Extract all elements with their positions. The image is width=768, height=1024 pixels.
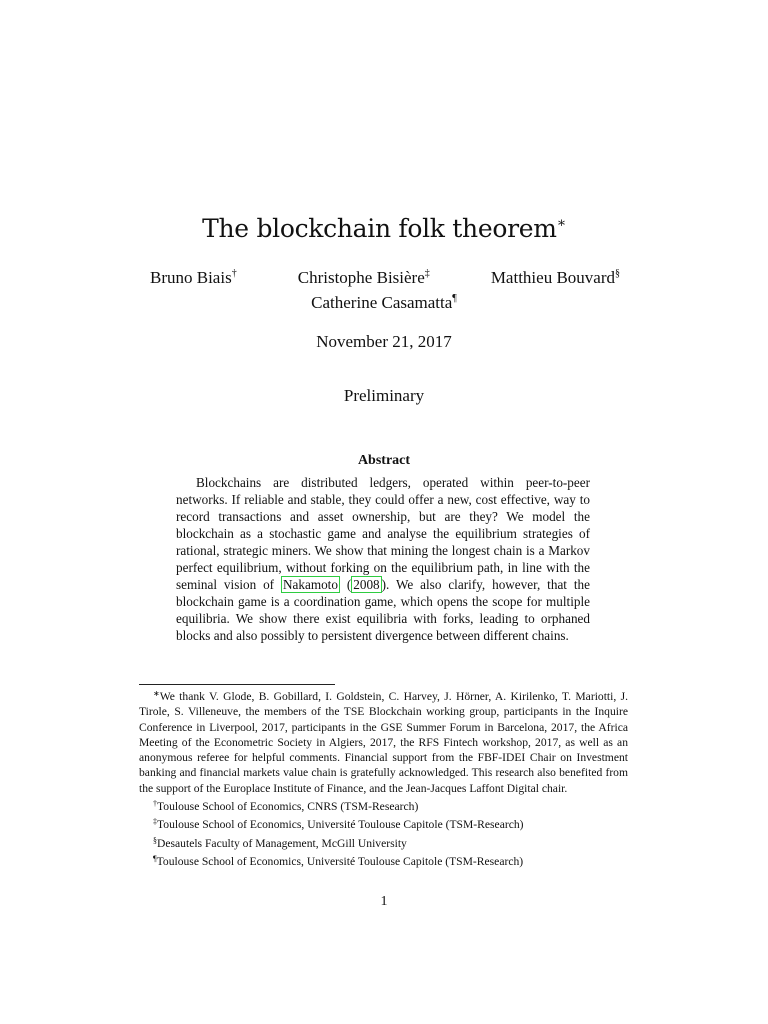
paper-status: Preliminary — [343, 386, 425, 405]
author — [491, 268, 620, 288]
author — [298, 268, 430, 288]
author-mark: § — [614, 268, 620, 279]
footnote-text: Toulouse School of Economics, Université Toulouse Capitole (TSM-Research) — [156, 854, 524, 868]
paper-date: November 21, 2017 — [316, 332, 452, 351]
footnote-mark: ‡ — [153, 817, 157, 827]
author-list — [150, 268, 620, 288]
footnote-mark: § — [153, 835, 157, 845]
abstract-body — [176, 474, 590, 644]
author-mark: † — [231, 268, 237, 279]
footnote — [139, 796, 628, 814]
author-mark: ‡ — [424, 268, 430, 279]
footnote-text: Desautels Faculty of Management, McGill University — [157, 836, 407, 850]
abstract-heading: Abstract — [357, 453, 411, 468]
paper-title-text: The blockchain folk theorem — [202, 214, 557, 243]
footnote-rule — [139, 684, 335, 685]
author-mark: ¶ — [452, 293, 457, 304]
abstract-text: Blockchains are distributed ledgers, operated within peer-to-peer networks. If reliable and stable, they could offer a new, cost effective, way to record transactions and asset ownership, but are they? We model the blockchain as a stochastic game and analyse the equilibrium strategies of rational, strategic miners. We show that mining the longest chain is a Markov perfect equilibrium, without forking on the equilibrium path, in line with the seminal vision of — [176, 475, 590, 592]
footnote-mark: ¶ — [153, 853, 157, 863]
page-number: 1 — [380, 894, 388, 909]
footnote — [139, 851, 628, 869]
author — [150, 268, 237, 288]
footnote — [139, 833, 628, 851]
author-name: Bruno Biais — [150, 268, 232, 287]
citation-paren-open: ( — [339, 577, 352, 592]
footnote-mark: ∗ — [153, 689, 160, 698]
abstract-text-continued: . We also clarify, however, that the blockchain game is a coordination game, which opens the scope for multiple equilibria. We show there exist equilibria with forks, leading to orphaned blocks and also possibly to persistent divergence between different chains. — [176, 577, 590, 643]
footnote — [139, 686, 628, 796]
author-name: Christophe Bisière — [297, 268, 425, 287]
footnote — [139, 814, 628, 832]
title-footnote-mark: ∗ — [556, 215, 566, 231]
paper-title — [0, 214, 768, 243]
author — [311, 293, 457, 312]
footnotes — [139, 686, 628, 869]
footnote-text: Toulouse School of Economics, Université Toulouse Capitole (TSM-Research) — [157, 818, 524, 832]
author-name: Matthieu Bouvard — [490, 268, 615, 287]
citation-link-year[interactable]: 2008 — [353, 577, 380, 592]
footnote-mark: † — [153, 799, 157, 809]
citation-link-author[interactable]: Nakamoto — [283, 577, 338, 592]
author-name: Catherine Casamatta — [311, 293, 453, 312]
footnote-text: We thank V. Glode, B. Gobillard, I. Goldstein, C. Harvey, J. Hörner, A. Kirilenko, T. Mariotti, J. Tirole, S. Villeneuve, the members of the TSE Blockchain working group, participants in the Inquire Conference in Liverpool, 2017, participants in the GSE Summer Forum in Barcelona, 2017, the Africa Meeting of the Econometric Society in Algiers, 2017, the RFS Fintech workshop, 2017, as well as an anonymous referee for helpful comments. Financial support from the FBF-IDEI Chair on Investment banking and financial markets value chain is gratefully acknowledged. This research also benefited from the support of the Europlace Institute of Finance, and the Jean-Jacques Laffont Digital chair. — [139, 690, 628, 795]
author-list-second-row — [0, 293, 768, 313]
footnote-text: Toulouse School of Economics, CNRS (TSM-Research) — [157, 800, 419, 814]
citation-paren-close: ) — [381, 577, 387, 592]
